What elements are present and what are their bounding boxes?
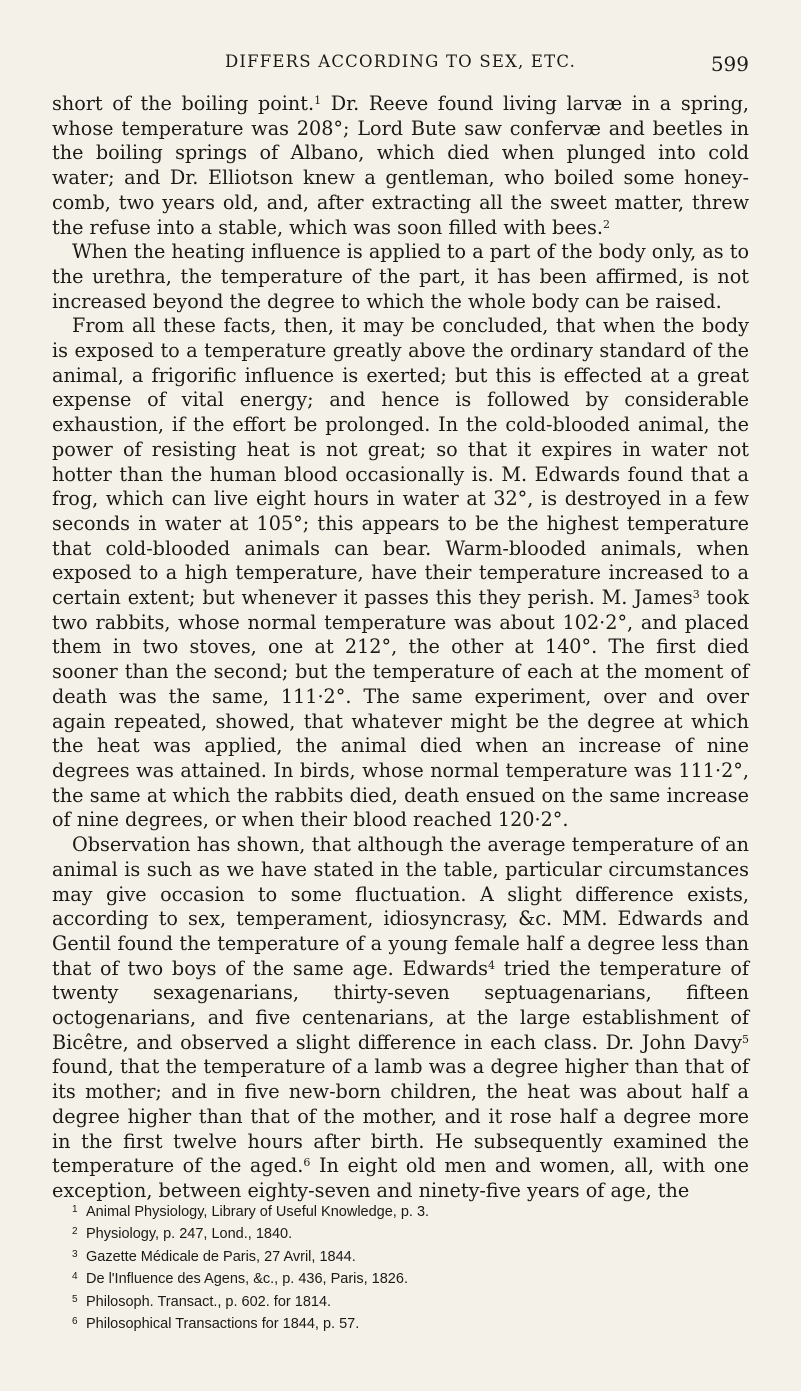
footnote-text: Animal Physiology, Library of Useful Knowledge, p. 3.	[86, 1204, 430, 1220]
footnote-mark: 6	[72, 1316, 78, 1328]
paragraph-text: In eight old men and women, all, with one exception, between eighty-seven and ninety-five years of age, the	[52, 1154, 749, 1202]
body-text	[52, 92, 749, 1204]
paragraph-text: From all these facts, then, it may be concluded, that when the body is exposed to a temperature greatly above the ordinary standard of the animal, a frigorific influence is exerted; but this is effected at a great expense of vital energy; and hence is followed by considerable exhaustion, if the effort be prolonged. In the cold-blooded animal, the power of resisting heat is not great; so that it expires in water not hotter than the human blood occasionally is. M. Edwards found that a frog, which can live eight hours in water at 32°, is destroyed in a few seconds in water at 105°; this appears to be the highest temperature that cold-blooded animals can bear. Warm-blooded animals, when exposed to a high temperature, have their temperature increased to a certain extent; but whenever it passes this they perish. M. James	[52, 314, 749, 610]
footnote	[72, 1312, 752, 1334]
footnote-reference: 3	[692, 588, 700, 602]
paragraph-text: When the heating influence is applied to a part of the body only, as to the urethra, the temperature of the part, it has been affirmed, is not increased beyond the degree to which the whole body can be raised.	[52, 240, 749, 313]
page-header	[52, 52, 749, 82]
footnote-text: De l'Influence des Agens, &c., p. 436, Paris, 1826.	[86, 1271, 408, 1288]
footnote-mark: 4	[72, 1271, 78, 1283]
footnote-text: Philosoph. Transact., p. 602. for 1814.	[86, 1293, 332, 1310]
footnotes	[72, 1200, 752, 1334]
paragraph	[52, 314, 749, 833]
paragraph	[52, 92, 749, 240]
footnote-reference: 5	[742, 1032, 749, 1046]
paragraph-text: found, that the temperature of a lamb was a degree higher than that of its mother; and in five new-born children, the heat was about half a degree higher than that of the mother, and it rose half a degree more in the first twelve hours after birth. He subsequently examined the temperature of the aged.	[52, 1055, 749, 1178]
footnote-mark: 3	[72, 1248, 78, 1260]
paragraph	[52, 240, 749, 314]
footnote	[72, 1245, 752, 1267]
paragraph-text: Observation has shown, that although the average temperature of an animal is such as we have stated in the table, particular circumstances may give occasion to some fluctuation. A slight difference exists, according to sex, temperament, idiosyncrasy, &c. MM. Edwards and Gentil found the temperature of a young female half a degree less than that of two boys of the same age. Edwards	[52, 833, 749, 980]
footnote-text: Physiology, p. 247, Lond., 1840.	[86, 1226, 293, 1243]
page-number: 599	[710, 52, 749, 76]
footnote-reference: 6	[303, 1156, 311, 1170]
footnote	[72, 1267, 752, 1289]
footnote-mark: 1	[72, 1204, 78, 1215]
footnote	[72, 1290, 752, 1312]
paragraph-text: tried the temperature of twenty sexagenarians, thirty-seven septuagenarians, fifteen octogenarians, and five centenarians, at the large establishment of Bicêtre, and observed a slight difference in each class. Dr. John Davy	[52, 956, 749, 1054]
footnote-reference: 1	[314, 94, 322, 107]
footnote	[72, 1222, 752, 1244]
running-head: DIFFERS ACCORDING TO SEX, ETC.	[224, 52, 577, 71]
paragraph-text: Dr. Reeve found living larvæ in a spring, whose temperature was 208°; Lord Bute saw confervæ and beetles in the boiling springs of Albano, which died when plunged into cold water; and Dr. Elliotson knew a gentleman, who boiled some honey-comb, two years old, and, after extracting all the sweet matter, threw the refuse into a stable, which was soon filled with bees.	[52, 92, 750, 239]
footnote-mark: 2	[72, 1226, 78, 1238]
footnote-reference: 4	[487, 958, 495, 972]
footnote	[72, 1200, 752, 1222]
footnote-reference: 2	[603, 217, 610, 231]
paragraph-text: short of the boiling point.	[52, 92, 315, 115]
footnote-text: Philosophical Transactions for 1844, p. 57.	[86, 1316, 360, 1333]
footnote-mark: 5	[72, 1293, 78, 1305]
footnote-text: Gazette Médicale de Paris, 27 Avril, 1844.	[86, 1248, 356, 1265]
paragraph	[52, 833, 749, 1204]
paragraph-text: took two rabbits, whose normal temperature was about 102·2°, and placed them in two stoves, one at 212°, the other at 140°. The first died sooner than the second; but the temperature of each at the moment of death was the same, 111·2°. The same experiment, over and over again repeated, showed, that whatever might be the degree at which the heat was applied, the animal died when an increase of nine degrees was attained. In birds, whose normal temperature was 111·2°, the same at which the rabbits died, death ensued on the same increase of nine degrees, or when their blood reached 120·2°.	[52, 586, 749, 832]
